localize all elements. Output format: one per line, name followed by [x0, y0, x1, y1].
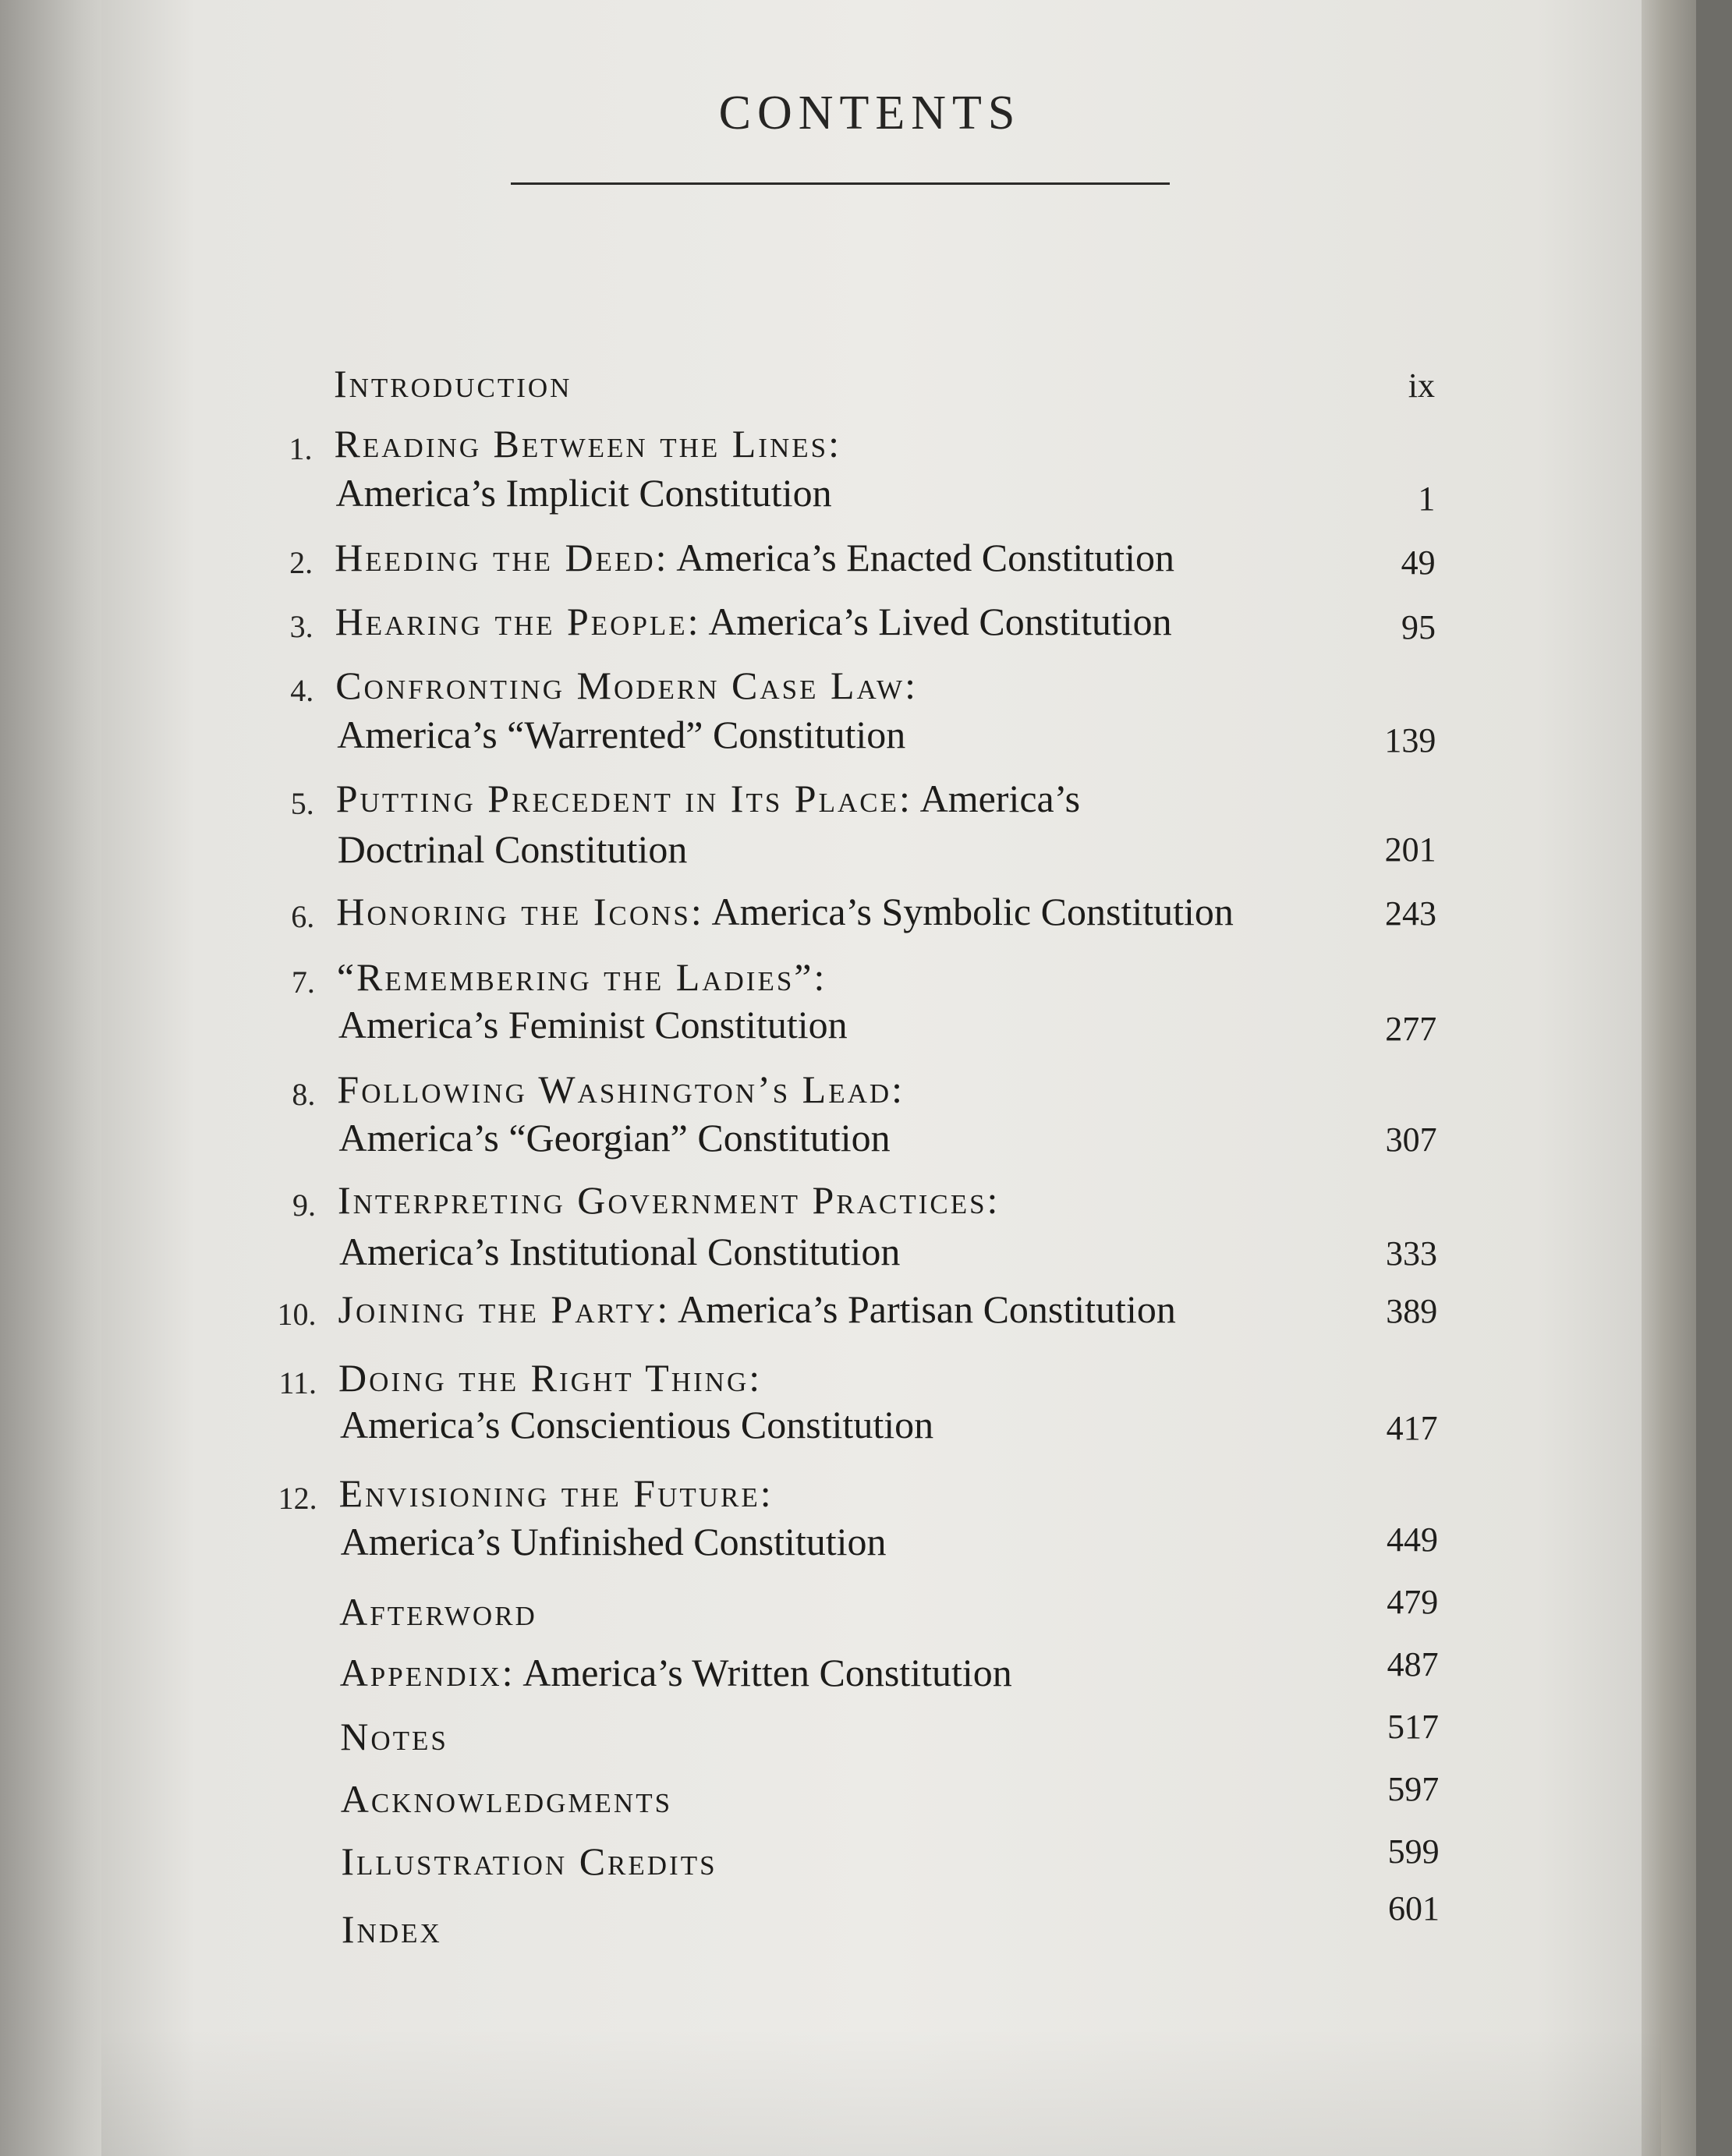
page-number: 389 — [1386, 1292, 1438, 1330]
entry-title-line — [338, 1355, 762, 1400]
entry-title-smallcaps: “Remembering the Ladies”: — [336, 955, 827, 999]
entry-title-smallcaps: Acknowledgments — [340, 1777, 673, 1821]
entry-subtitle-line: America’s Unfinished Constitution — [340, 1520, 887, 1563]
entry-subtitle-line: America’s Implicit Constitution — [335, 471, 832, 515]
entry-subtitle-line: Doctrinal Constitution — [337, 827, 688, 871]
entry-title-smallcaps: Heeding the Deed: — [335, 536, 669, 579]
page-number: 307 — [1385, 1120, 1437, 1159]
entry-title-smallcaps: Envisioning the Future: — [338, 1471, 774, 1515]
entry-title-line — [339, 1471, 774, 1516]
entry-title-line — [336, 889, 1234, 934]
chapter-number: 2. — [289, 545, 313, 580]
page-number: 277 — [1385, 1010, 1437, 1048]
chapter-number: 8. — [292, 1077, 316, 1112]
entry-title-smallcaps: Hearing the People: — [335, 600, 701, 643]
entry-title-smallcaps: Index — [341, 1907, 442, 1951]
entry-title-smallcaps: Introduction — [334, 362, 572, 405]
entry-title-line — [337, 954, 827, 1000]
entry-title-line — [335, 421, 841, 466]
entry-title-rest: America’s — [912, 777, 1081, 820]
chapter-number: 12. — [278, 1481, 317, 1516]
page-number: 95 — [1401, 608, 1436, 646]
entry-title-smallcaps: Doing the Right Thing: — [338, 1356, 763, 1400]
entry-title-smallcaps: Honoring the Icons: — [336, 890, 704, 933]
chapter-number: 10. — [277, 1297, 317, 1332]
page-number: 449 — [1386, 1521, 1438, 1559]
entry-subtitle-line: America’s “Georgian” Constitution — [338, 1116, 891, 1159]
entry-title-smallcaps: Appendix: — [339, 1651, 515, 1694]
page-number: 49 — [1401, 543, 1436, 582]
entry-title-smallcaps: Reading Between the Lines: — [334, 422, 841, 466]
chapter-number: 11. — [278, 1365, 317, 1400]
entry-title-smallcaps: Putting Precedent in Its Place: — [335, 777, 912, 820]
entry-title-line — [336, 776, 1080, 821]
entry-title-rest: America’s Enacted Constitution — [668, 536, 1175, 579]
chapter-number: 6. — [291, 899, 315, 934]
entry-title-rest: America’s Written Constitution — [515, 1651, 1012, 1694]
page-number: 517 — [1387, 1708, 1439, 1746]
page-number: 479 — [1387, 1583, 1439, 1621]
entry-subtitle-line: America’s Institutional Constitution — [338, 1230, 901, 1273]
entry-title-line — [335, 535, 1174, 580]
entry-title-line — [340, 1714, 448, 1759]
entry-title-smallcaps: Afterword — [339, 1590, 537, 1634]
page-number: 1 — [1418, 480, 1436, 518]
entry-title-line — [340, 1650, 1012, 1695]
entry-title-line — [337, 1067, 905, 1112]
page-number: 139 — [1384, 721, 1436, 759]
entry-title-line — [341, 1839, 717, 1884]
entry-title-smallcaps: Following Washington’s Lead: — [337, 1067, 905, 1111]
entry-title-line — [341, 1776, 672, 1821]
entry-title-line — [335, 599, 1172, 644]
chapter-number: 4. — [290, 673, 314, 708]
entry-title-line — [335, 663, 918, 708]
chapter-number: 3. — [289, 609, 313, 644]
entry-title-rest: America’s Partisan Constitution — [670, 1287, 1176, 1331]
chapter-number: 1. — [289, 431, 313, 466]
page-number: 417 — [1386, 1409, 1438, 1447]
entry-title-smallcaps: Interpreting Government Practices: — [337, 1178, 1001, 1222]
page-number: 601 — [1387, 1889, 1440, 1928]
entry-title-rest: America’s Lived Constitution — [700, 600, 1172, 643]
entry-title-rest: America’s Symbolic Constitution — [703, 890, 1234, 933]
page-number: 487 — [1387, 1645, 1439, 1683]
page-title: CONTENTS — [718, 87, 1022, 140]
page-number: 333 — [1385, 1234, 1437, 1273]
entry-title-smallcaps: Joining the Party: — [338, 1287, 671, 1331]
entry-subtitle-line: America’s Conscientious Constitution — [340, 1403, 934, 1446]
page-number: 243 — [1384, 894, 1436, 933]
entry-subtitle-line: America’s “Warrented” Constitution — [337, 713, 906, 756]
entry-title-line — [342, 1906, 442, 1952]
entry-title-smallcaps: Notes — [340, 1715, 448, 1758]
entry-title-line — [338, 1287, 1176, 1332]
chapter-number: 5. — [290, 786, 314, 821]
page-number: 201 — [1384, 830, 1436, 869]
entry-title-line — [339, 1589, 537, 1634]
entry-title-smallcaps: Illustration Credits — [341, 1839, 717, 1883]
chapter-number: 7. — [291, 965, 315, 1000]
entry-title-smallcaps: Confronting Modern Case Law: — [335, 664, 918, 707]
entry-title-line — [338, 1177, 1001, 1223]
page-number: 597 — [1387, 1770, 1440, 1808]
entry-subtitle-line: America’s Feminist Constitution — [338, 1003, 848, 1046]
entry-title-line — [334, 361, 572, 406]
page-number: 599 — [1387, 1832, 1440, 1871]
page-number: ix — [1408, 366, 1435, 405]
chapter-number: 9. — [292, 1188, 316, 1223]
